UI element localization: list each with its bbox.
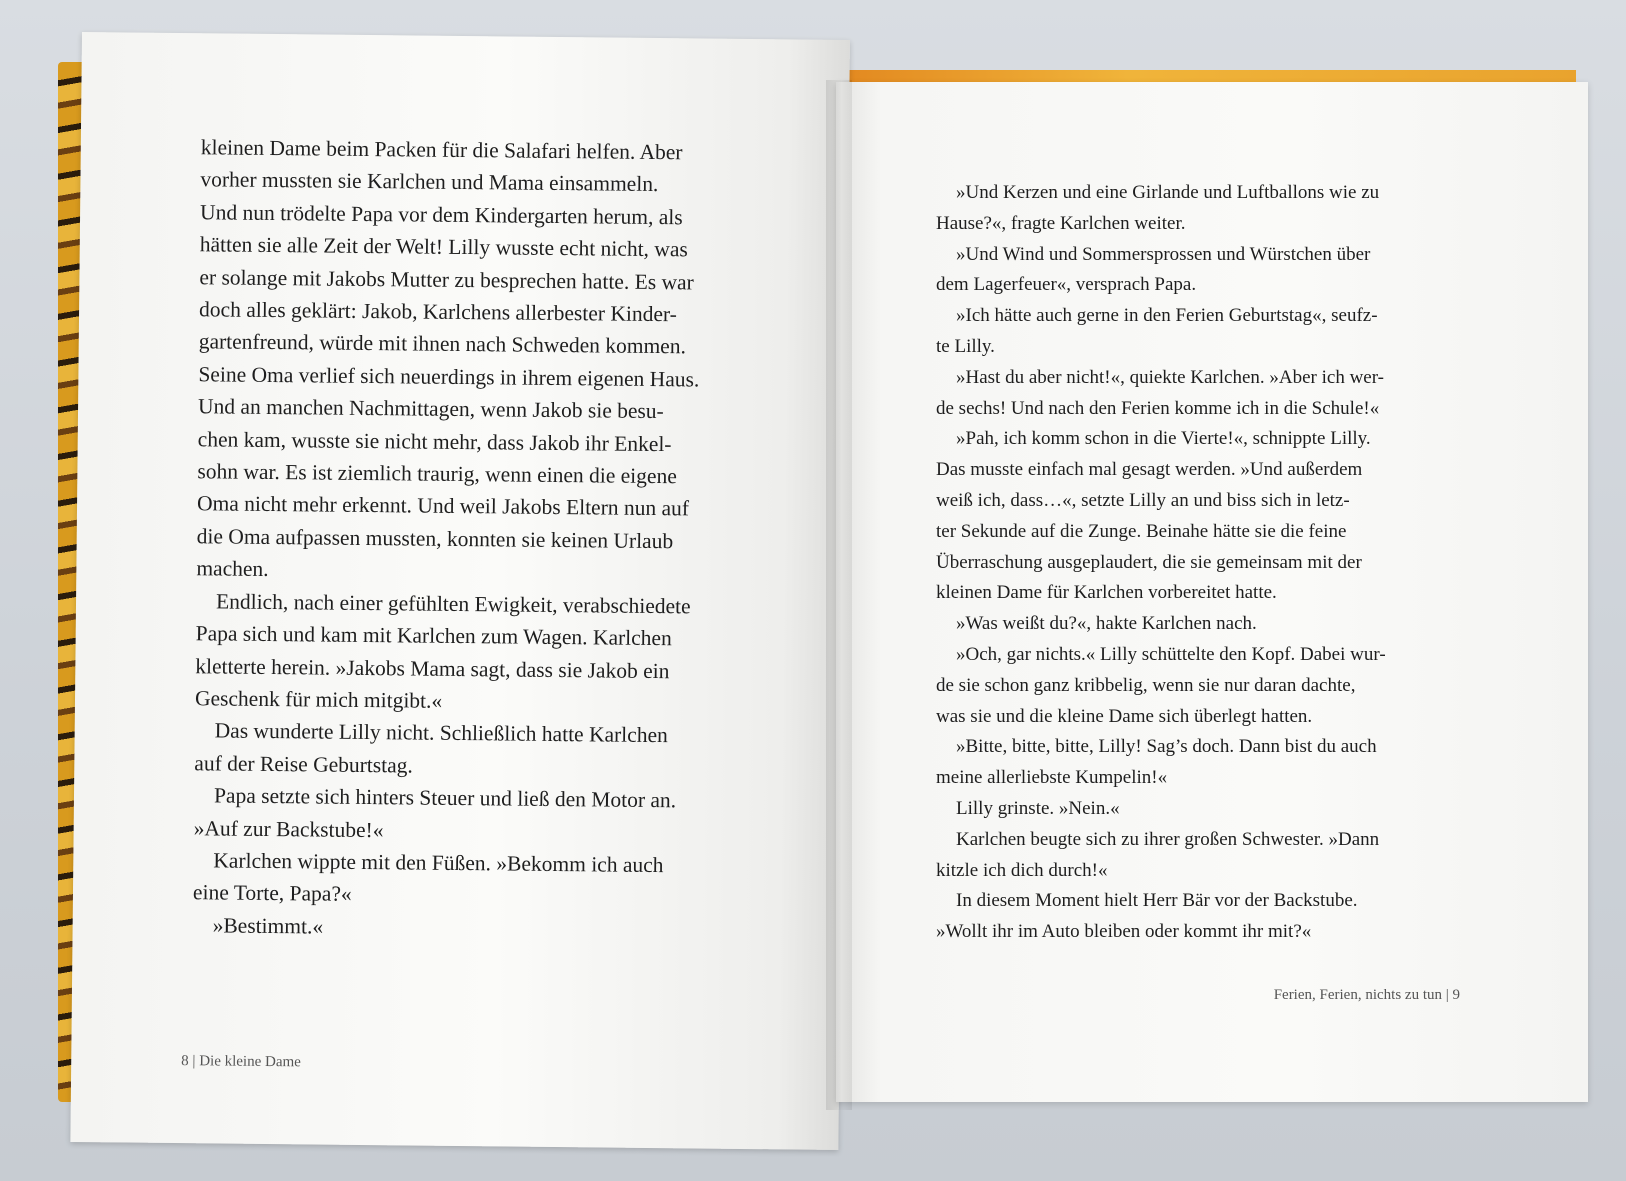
text-line: Oma nicht mehr erkennt. Und weil Jakobs Eltern nun auf: [196, 491, 690, 521]
text-line: was sie und die kleine Dame sich überlegt hatten.: [936, 705, 1313, 727]
left-page-folio: 8 | Die kleine Dame: [181, 1053, 301, 1071]
text-line: Karlchen beugte sich zu ihrer großen Schwester. »Dann: [956, 828, 1380, 850]
text-line: vorher mussten sie Karlchen und Mama einsammeln.: [200, 167, 659, 197]
text-line: Und an manchen Nachmittagen, wenn Jakob sie besu-: [197, 394, 664, 424]
text-line: »Bestimmt.«: [212, 913, 324, 939]
text-line: hätten sie alle Zeit der Welt! Lilly wusste echt nicht, was: [199, 232, 688, 262]
book-gutter: [826, 80, 852, 1110]
text-line: »Hast du aber nicht!«, quiekte Karlchen. »Aber ich wer-: [956, 366, 1385, 388]
text-line: die Oma aufpassen mussten, konnten sie keinen Urlaub: [196, 524, 674, 554]
text-line: Geschenk für mich mitgibt.«: [194, 686, 443, 713]
text-line: kleinen Dame beim Packen für die Salafari helfen. Aber: [200, 135, 683, 165]
text-line: gartenfreund, würde mit ihnen nach Schweden kommen.: [198, 329, 687, 359]
text-line: Und nun trödelte Papa vor dem Kindergarten herum, als: [199, 200, 683, 230]
text-line: »Was weißt du?«, hakte Karlchen nach.: [956, 613, 1257, 635]
left-page: [70, 32, 850, 1150]
text-line: dem Lagerfeuer«, versprach Papa.: [936, 274, 1197, 296]
text-line: »Pah, ich komm schon in die Vierte!«, schnippte Lilly.: [956, 428, 1371, 450]
text-line: In diesem Moment hielt Herr Bär vor der Backstube.: [956, 890, 1358, 912]
text-line: sohn war. Es ist ziemlich traurig, wenn einen die eigene: [197, 459, 677, 489]
text-line: Karlchen wippte mit den Füßen. »Bekomm ich auch: [213, 848, 664, 878]
text-line: eine Torte, Papa?«: [192, 880, 352, 907]
text-line: machen.: [196, 556, 269, 582]
text-line: »Wollt ihr im Auto bleiben oder kommt ihr mit?«: [936, 921, 1312, 943]
left-page-text: [192, 131, 800, 947]
text-line: doch alles geklärt: Jakob, Karlchens allerbester Kinder-: [198, 297, 677, 327]
text-line: »Ich hätte auch gerne in den Ferien Geburtstag«, seufz-: [956, 305, 1378, 327]
right-page-text: [936, 178, 1476, 948]
text-line: Lilly grinste. »Nein.«: [956, 797, 1120, 819]
text-line: Endlich, nach einer gefühlten Ewigkeit, verabschiedete: [215, 589, 691, 619]
text-line: Hause?«, fragte Karlchen weiter.: [936, 212, 1186, 234]
text-line: kletterte herein. »Jakobs Mama sagt, dass sie Jakob ein: [195, 653, 670, 683]
text-line: de sie schon ganz kribbelig, wenn sie nur daran dachte,: [936, 674, 1356, 696]
text-line: de sechs! Und nach den Ferien komme ich in die Schule!«: [936, 397, 1380, 419]
right-page: [836, 82, 1588, 1102]
text-line: Seine Oma verlief sich neuerdings in ihrem eigenen Haus.: [198, 362, 700, 392]
text-line: Überraschung ausgeplaudert, die sie gemeinsam mit der: [936, 551, 1362, 573]
text-line: »Auf zur Backstube!«: [193, 815, 384, 842]
text-line: auf der Reise Geburtstag.: [194, 750, 413, 778]
text-line: ter Sekunde auf die Zunge. Beinahe hätte sie die feine: [936, 520, 1347, 542]
text-line: »Und Kerzen und eine Girlande und Luftballons wie zu: [956, 182, 1380, 203]
text-line: »Bitte, bitte, bitte, Lilly! Sag’s doch. Dann bist du auch: [956, 736, 1377, 758]
text-line: Das wunderte Lilly nicht. Schließlich hatte Karlchen: [214, 718, 668, 748]
text-line: kitzle ich dich durch!«: [936, 859, 1108, 881]
text-line: chen kam, wusste sie nicht mehr, dass Jakob ihr Enkel-: [197, 426, 672, 456]
text-line: kleinen Dame für Karlchen vorbereitet hatte.: [936, 582, 1277, 604]
text-line: meine allerliebste Kumpelin!«: [936, 767, 1168, 789]
right-page-folio: Ferien, Ferien, nichts zu tun | 9: [1273, 987, 1460, 1003]
text-line: Das musste einfach mal gesagt werden. »Und außerdem: [936, 459, 1363, 481]
text-line: te Lilly.: [936, 335, 995, 357]
text-line: Papa setzte sich hinters Steuer und ließ den Motor an.: [213, 783, 677, 813]
text-line: »Och, gar nichts.« Lilly schüttelte den Kopf. Dabei wur-: [956, 643, 1386, 665]
text-line: weiß ich, dass…«, setzte Lilly an und biss sich in letz-: [936, 489, 1350, 511]
text-line: »Und Wind und Sommersprossen und Würstchen über: [956, 243, 1371, 265]
text-line: Papa sich und kam mit Karlchen zum Wagen. Karlchen: [195, 621, 672, 651]
text-line: er solange mit Jakobs Mutter zu besprechen hatte. Es war: [199, 264, 694, 295]
